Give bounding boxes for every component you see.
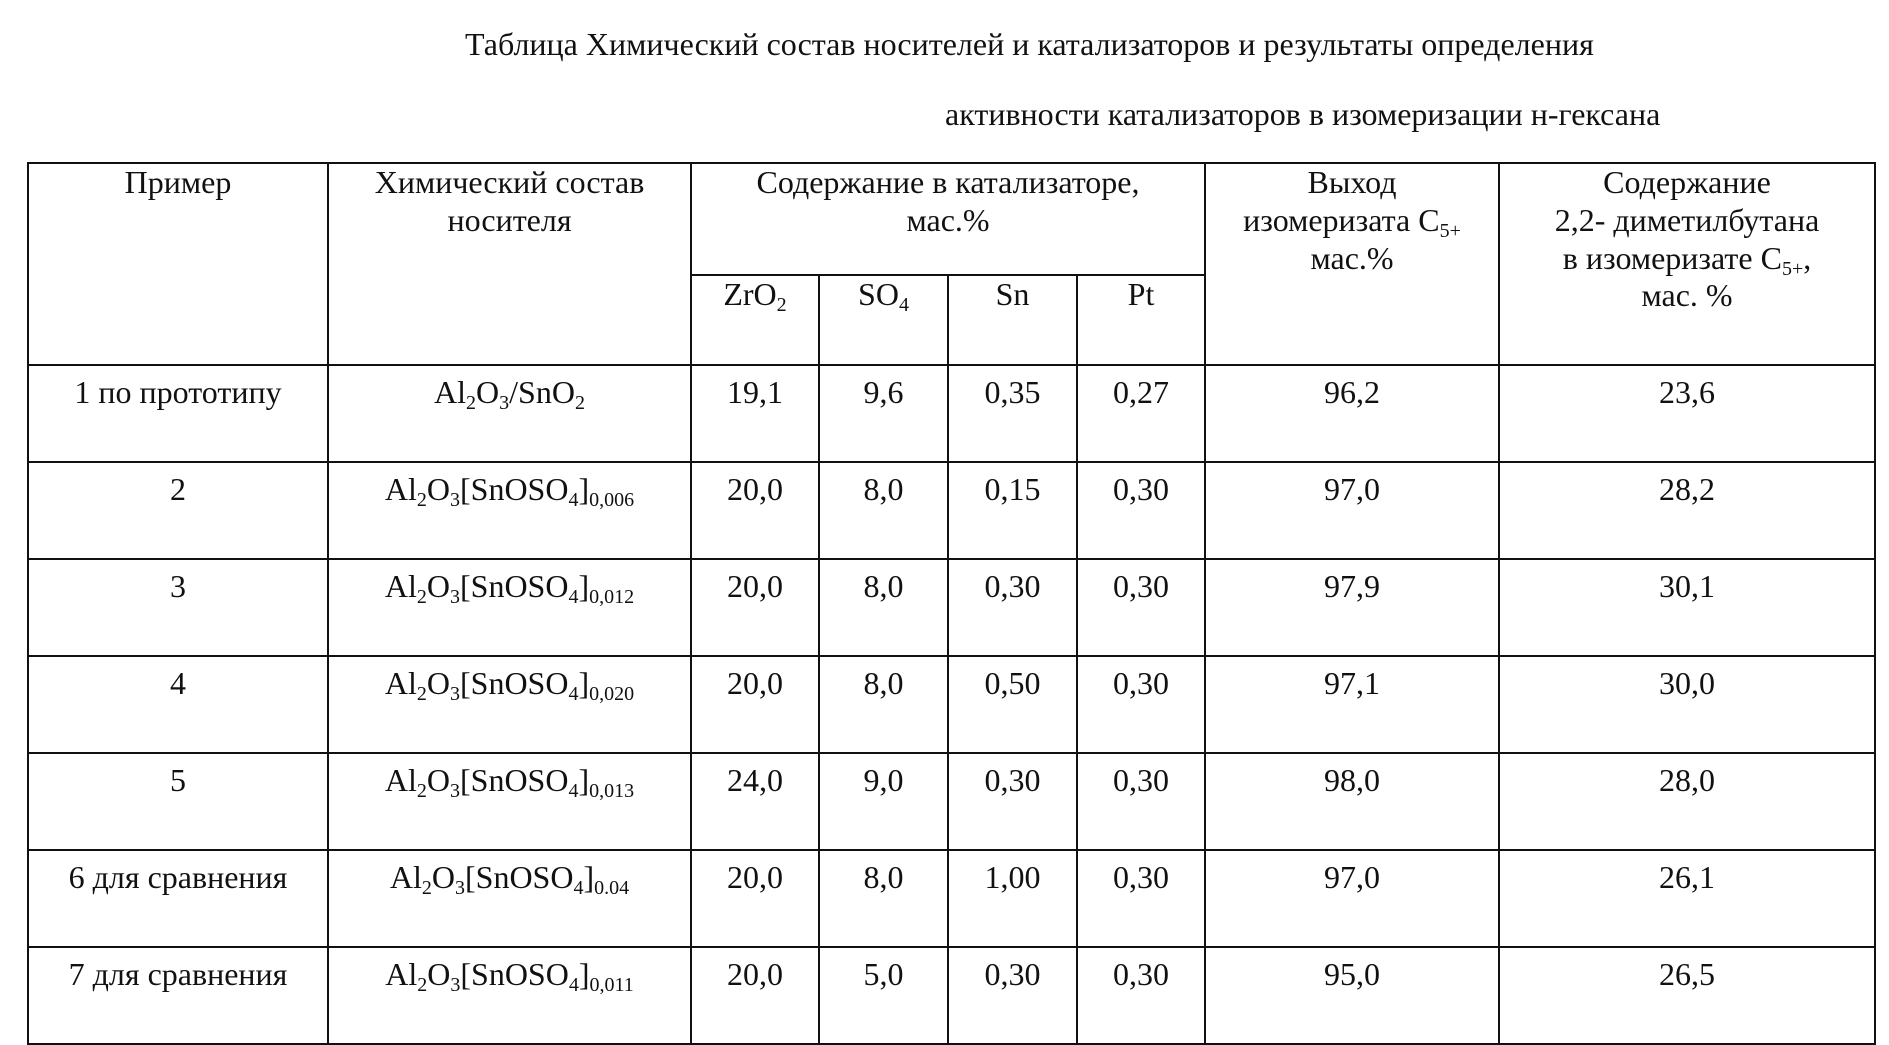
cell-example: 2 (28, 462, 328, 559)
cell-pt: 0,30 (1077, 462, 1205, 559)
cell-yield: 97,0 (1205, 462, 1499, 559)
cell-zro2: 20,0 (691, 947, 819, 1044)
cell-pt: 0,30 (1077, 753, 1205, 850)
cell-dmb: 26,1 (1499, 850, 1875, 947)
cell-zro2: 24,0 (691, 753, 819, 850)
cell-zro2: 20,0 (691, 559, 819, 656)
cell-dmb: 23,6 (1499, 365, 1875, 462)
cell-carrier: $Al_2O_3/SnO_2$ (328, 365, 691, 462)
cell-so4: 8,0 (819, 656, 948, 753)
cell-carrier: $Al_2O_3[SnOSO_4]_{0,013}$ (328, 753, 691, 850)
header-yield-l2: изомеризата $C_{5+}$ (1243, 201, 1461, 242)
header-row-top (28, 163, 1875, 275)
cell-example: 6 для сравнения (28, 850, 328, 947)
cell-sn: 0,30 (948, 947, 1077, 1044)
header-carrier-text: Химический состав носителя (374, 164, 645, 238)
header-dmb-l1: Содержание (1603, 164, 1771, 200)
cell-carrier: $Al_2O_3[SnOSO_4]_{0,006}$ (328, 462, 691, 559)
table-row (28, 850, 1875, 947)
cell-sn: 0,35 (948, 365, 1077, 462)
header-sn: Sn (948, 275, 1077, 365)
cell-pt: 0,27 (1077, 365, 1205, 462)
cell-sn: 0,30 (948, 753, 1077, 850)
cell-pt: 0,30 (1077, 850, 1205, 947)
cell-sn: 1,00 (948, 850, 1077, 947)
cell-example: 4 (28, 656, 328, 753)
cell-so4: 8,0 (819, 462, 948, 559)
table-body (28, 365, 1875, 1044)
cell-pt: 0,30 (1077, 559, 1205, 656)
header-yield-l1: Выход (1307, 164, 1397, 200)
composition-table (27, 162, 1876, 1045)
cell-yield: 97,0 (1205, 850, 1499, 947)
table-title-line1: Таблица Химический состав носителей и катализаторов и результаты определения (465, 26, 1594, 62)
table-row (28, 462, 1875, 559)
cell-carrier: $Al_2O_3[SnOSO_4]_{0,011}$ (328, 947, 691, 1044)
header-carrier (328, 163, 691, 365)
cell-example: 1 по прототипу (28, 365, 328, 462)
cell-sn: 0,50 (948, 656, 1077, 753)
cell-pt: 0,30 (1077, 656, 1205, 753)
header-so4: $SO_4$ (819, 275, 948, 365)
header-dmb-l2: 2,2- диметилбутана (1554, 201, 1820, 238)
cell-carrier: $Al_2O_3[SnOSO_4]_{0,012}$ (328, 559, 691, 656)
cell-yield: 95,0 (1205, 947, 1499, 1044)
cell-yield: 97,1 (1205, 656, 1499, 753)
cell-dmb: 26,5 (1499, 947, 1875, 1044)
cell-dmb: 28,0 (1499, 753, 1875, 850)
header-pt: Pt (1077, 275, 1205, 365)
header-dmb (1499, 163, 1875, 365)
cell-yield: 96,2 (1205, 365, 1499, 462)
table-row (28, 656, 1875, 753)
header-content-text: Содержание в катализаторе, мас.% (756, 164, 1140, 238)
cell-yield: 98,0 (1205, 753, 1499, 850)
cell-so4: 8,0 (819, 850, 948, 947)
cell-dmb: 28,2 (1499, 462, 1875, 559)
cell-sn: 0,30 (948, 559, 1077, 656)
cell-example: 3 (28, 559, 328, 656)
cell-so4: 9,0 (819, 753, 948, 850)
cell-yield: 97,9 (1205, 559, 1499, 656)
table-row (28, 753, 1875, 850)
cell-dmb: 30,1 (1499, 559, 1875, 656)
cell-carrier: $Al_2O_3[SnOSO_4]_{0.04}$ (328, 850, 691, 947)
cell-zro2: 20,0 (691, 850, 819, 947)
cell-sn: 0,15 (948, 462, 1077, 559)
cell-example: 7 для сравнения (28, 947, 328, 1044)
header-content-group (691, 163, 1205, 275)
cell-pt: 0,30 (1077, 947, 1205, 1044)
table-row (28, 365, 1875, 462)
cell-zro2: 19,1 (691, 365, 819, 462)
cell-dmb: 30,0 (1499, 656, 1875, 753)
cell-zro2: 20,0 (691, 656, 819, 753)
header-dmb-l3: в изомеризате $C_{5+}$, (1562, 239, 1812, 280)
cell-example: 5 (28, 753, 328, 850)
cell-zro2: 20,0 (691, 462, 819, 559)
table-title-line2: активности катализаторов в изомеризации н-гексана (945, 96, 1661, 132)
header-zro2: ZrO$_2$ (691, 275, 819, 365)
table-row (28, 559, 1875, 656)
header-yield (1205, 163, 1499, 365)
header-example: Пример (28, 163, 328, 365)
table-row (28, 947, 1875, 1044)
header-yield-l3: мас.% (1310, 239, 1394, 276)
cell-so4: 8,0 (819, 559, 948, 656)
header-dmb-l4: мас. % (1641, 277, 1733, 314)
cell-carrier: $Al_2O_3[SnOSO_4]_{0,020}$ (328, 656, 691, 753)
cell-so4: 9,6 (819, 365, 948, 462)
cell-so4: 5,0 (819, 947, 948, 1044)
